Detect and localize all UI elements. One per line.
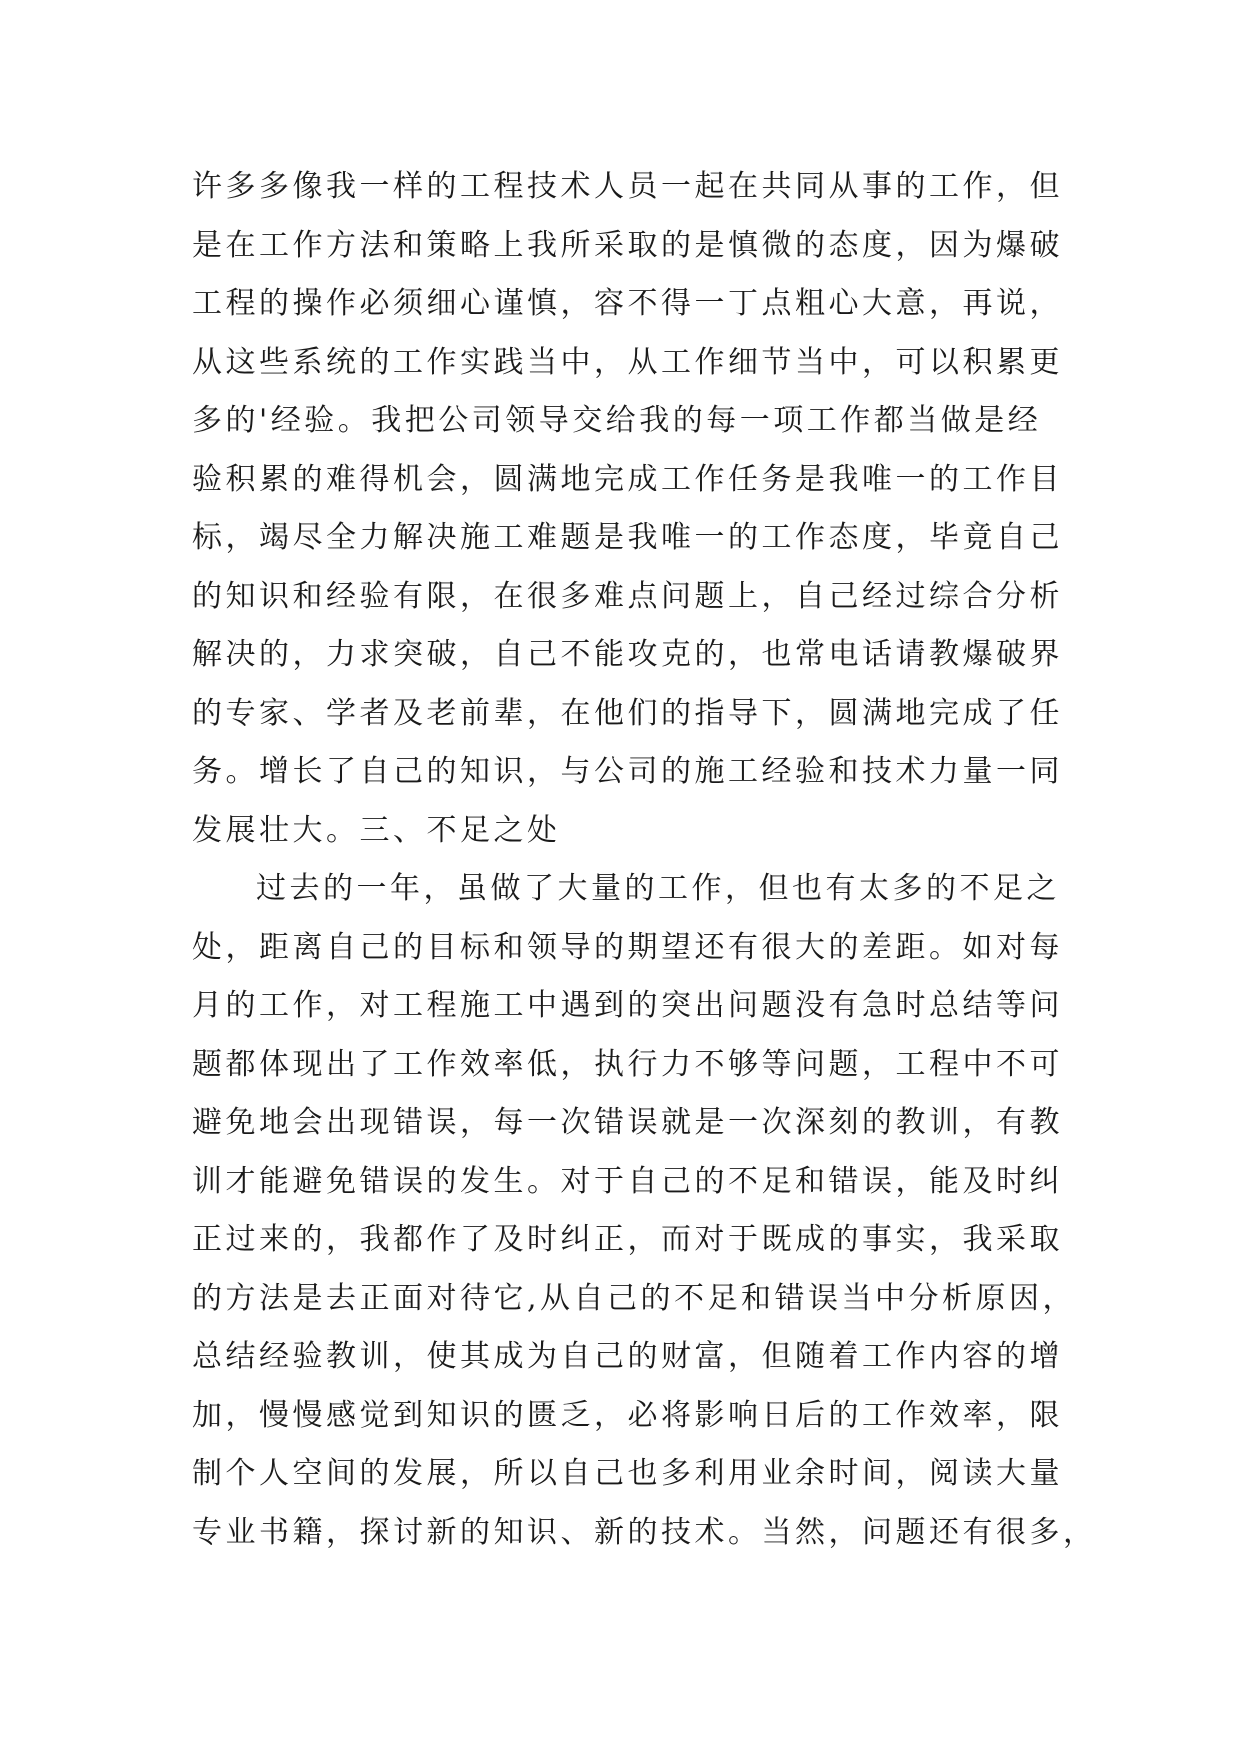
text-line: 专业书籍，探讨新的知识、新的技术。当然，问题还有很多， bbox=[192, 1514, 1097, 1550]
text-line: 验积累的难得机会，圆满地完成工作任务是我唯一的工作目 bbox=[192, 461, 1063, 497]
text-line: 月的工作，对工程施工中遇到的突出问题没有急时总结等问 bbox=[192, 988, 1063, 1023]
text-line: 训才能避免错误的发生。对于自己的不足和错误，能及时纠 bbox=[192, 1163, 1063, 1199]
text-line: 题都体现出了工作效率低，执行力不够等问题，工程中不可 bbox=[192, 1046, 1063, 1082]
paragraph-first-line: 过去的一年，虽做了大量的工作，但也有太多的不足之 bbox=[256, 871, 1060, 906]
body-text bbox=[192, 158, 1097, 1562]
text-line: 许多多像我一样的工程技术人员一起在共同从事的工作，但 bbox=[192, 169, 1063, 204]
text-line: 从这些系统的工作实践当中，从工作细节当中，可以积累更 bbox=[192, 344, 1063, 380]
text-line: 制个人空间的发展，所以自己也多利用业余时间，阅读大量 bbox=[192, 1456, 1063, 1491]
text-line: 务。增长了自己的知识，与公司的施工经验和技术力量一同 bbox=[192, 754, 1063, 789]
text-line: 处，距离自己的目标和领导的期望还有很大的差距。如对每 bbox=[192, 929, 1063, 965]
text-line: 的方法是去正面对待它,从自己的不足和错误当中分析原因， bbox=[192, 1280, 1077, 1316]
text-line: 多的'经验。我把公司领导交给我的每一项工作都当做是经 bbox=[192, 403, 1042, 438]
text-line: 解决的，力求突破，自己不能攻克的，也常电话请教爆破界 bbox=[192, 637, 1063, 672]
text-line: 加，慢慢感觉到知识的匮乏，必将影响日后的工作效率，限 bbox=[192, 1397, 1063, 1433]
section-heading-line: 发展壮大。三、不足之处 bbox=[192, 812, 561, 848]
text-line: 避免地会出现错误，每一次错误就是一次深刻的教训，有教 bbox=[192, 1105, 1063, 1140]
text-line: 是在工作方法和策略上我所采取的是慎微的态度，因为爆破 bbox=[192, 227, 1063, 263]
text-line: 的专家、学者及老前辈，在他们的指导下，圆满地完成了任 bbox=[192, 695, 1063, 731]
text-line: 标，竭尽全力解决施工难题是我唯一的工作态度，毕竟自己 bbox=[192, 520, 1063, 555]
text-line: 正过来的，我都作了及时纠正，而对于既成的事实，我采取 bbox=[192, 1222, 1063, 1257]
text-line: 总结经验教训，使其成为自己的财富，但随着工作内容的增 bbox=[192, 1339, 1063, 1374]
text-line: 的知识和经验有限，在很多难点问题上，自己经过综合分析 bbox=[192, 578, 1063, 614]
text-line: 工程的操作必须细心谨慎，容不得一丁点粗心大意，再说， bbox=[192, 286, 1063, 321]
